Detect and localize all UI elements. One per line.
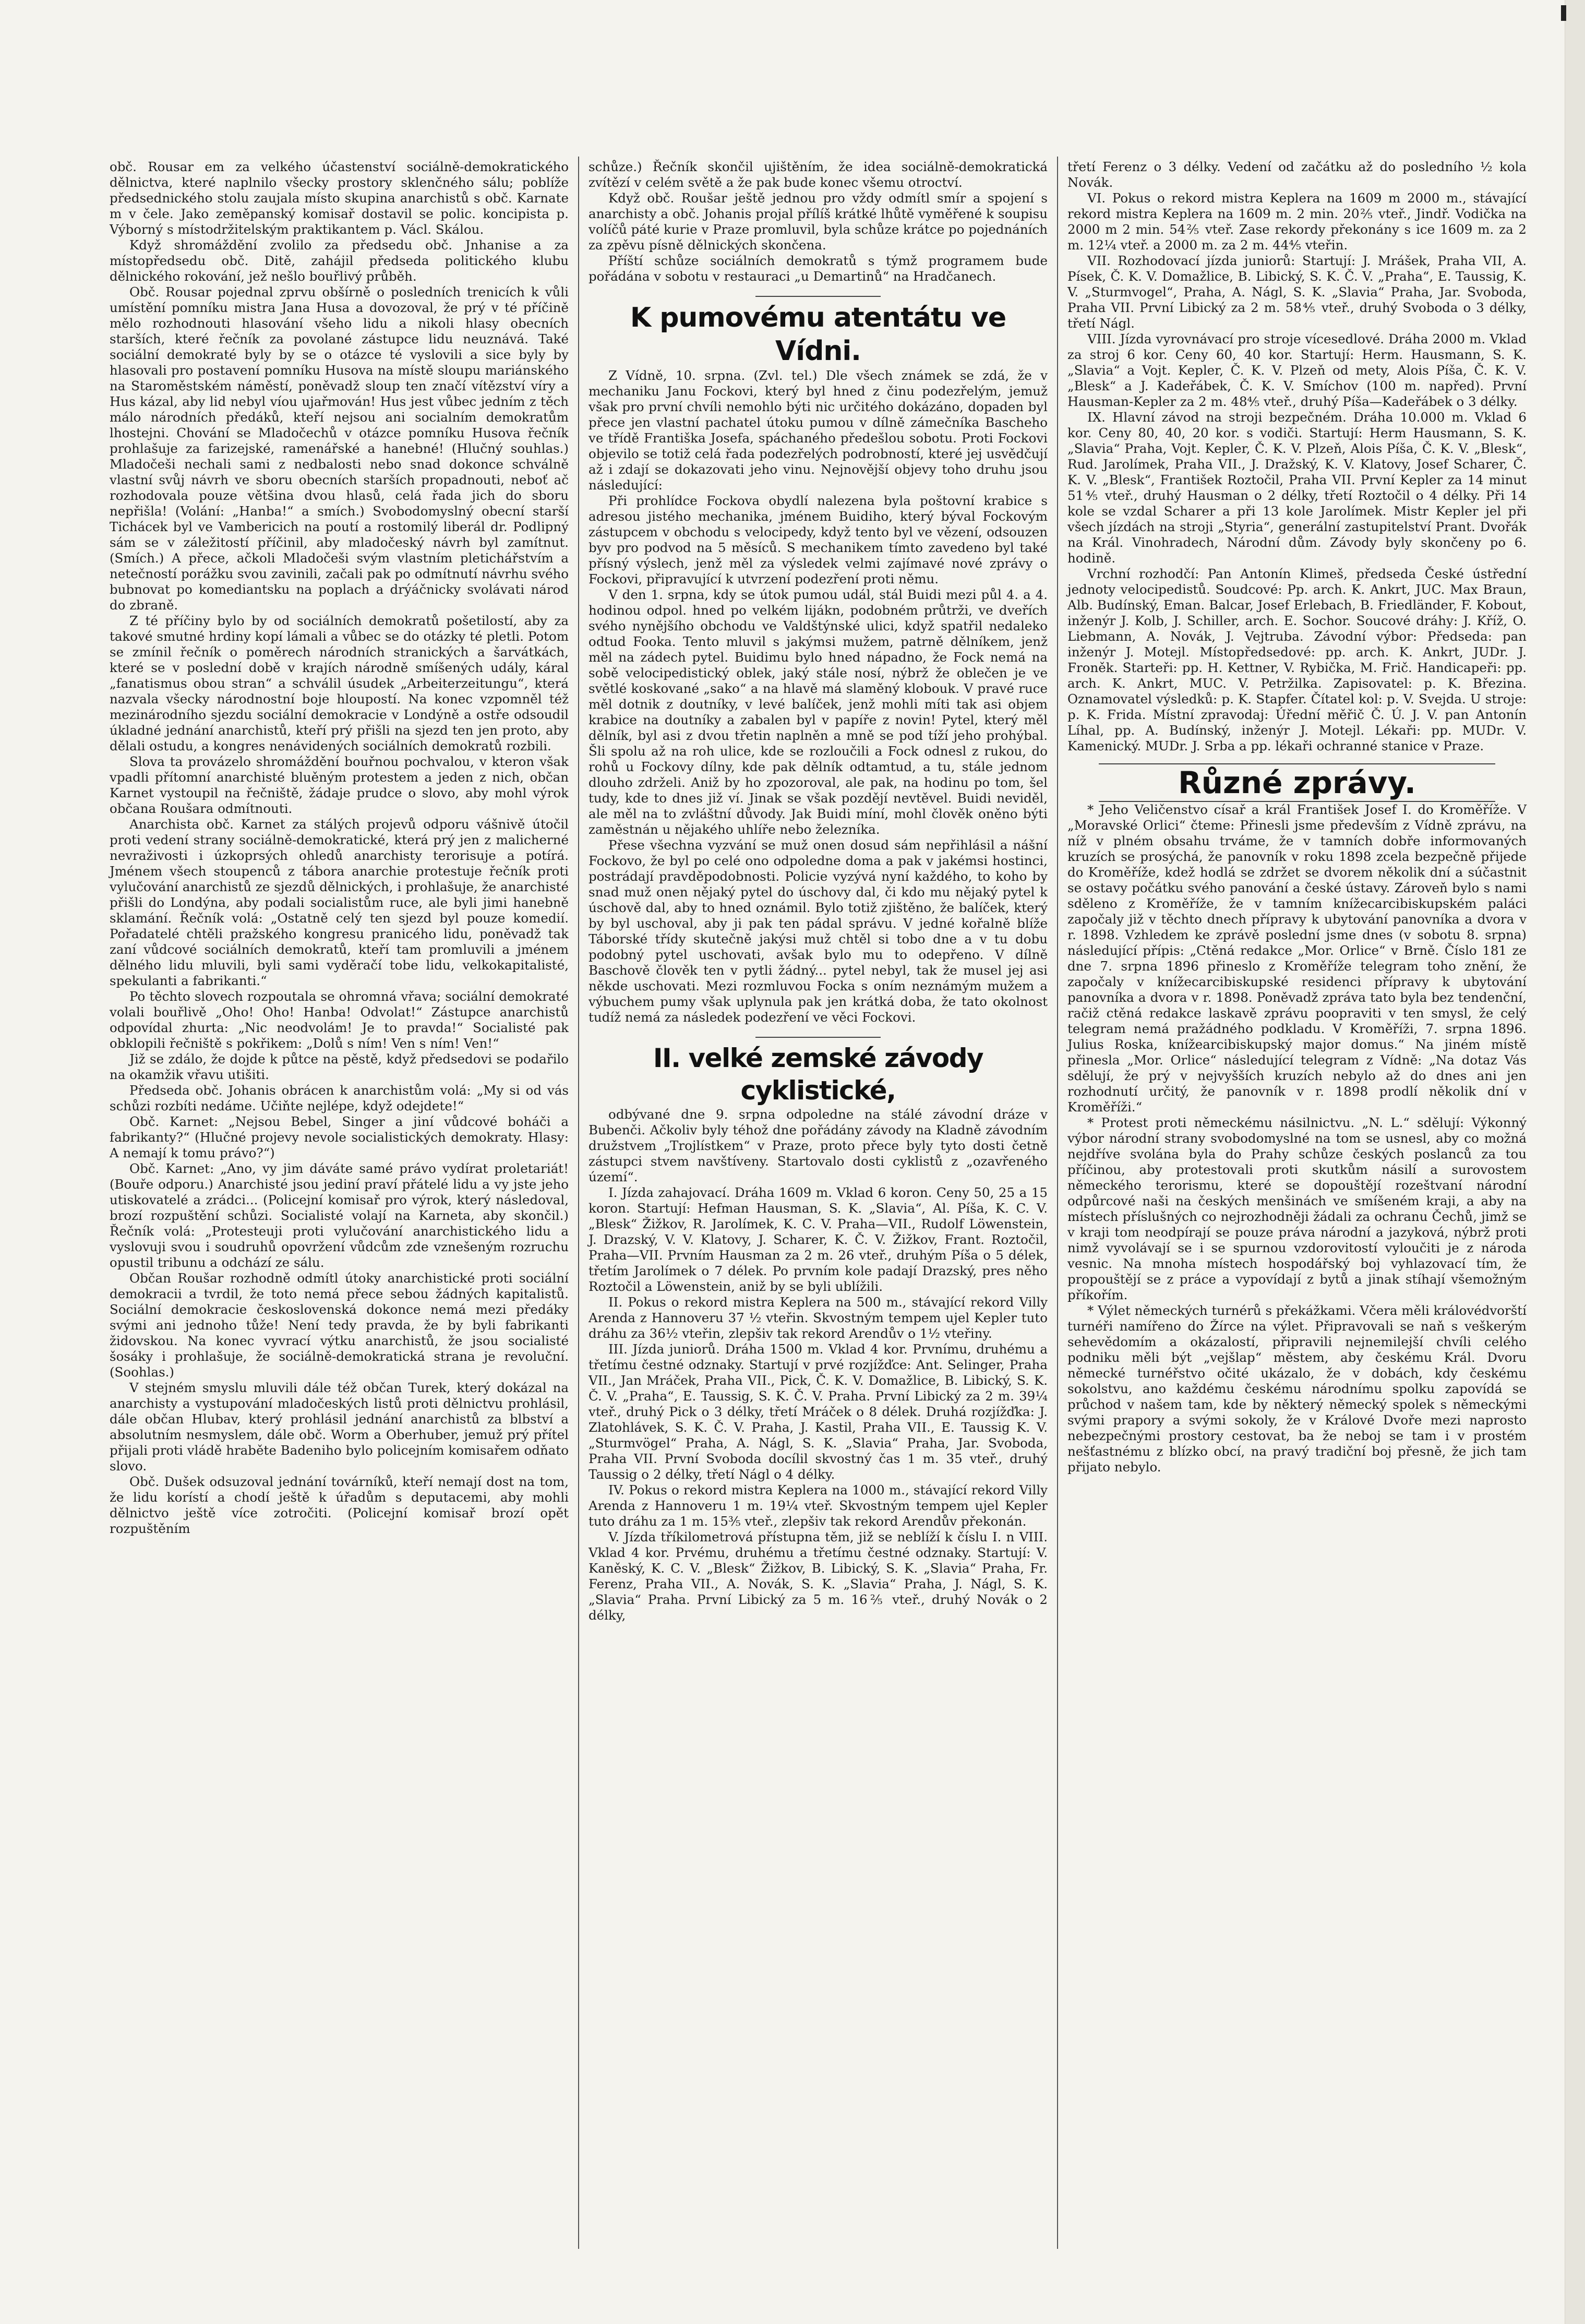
paragraph: odbývané dne 9. srpna odpoledne na stálé závodní dráze v Bubenči. Ačkoliv byly téhož dne pořádány závody na Kladně závodním družstvem „Trojlístkem“ v Praze, proto přece byly tyto dosti četně zástupci stvem navštíveny. Startovalo dosti cyklistů z „ozavřeného území“. bbox=[589, 1107, 1048, 1184]
paragraph: Anarchista obč. Karnet za stálých projevů odporu vášnivě útočil proti vedení strany sociálně-demokratické, která prý jen z malicherné nevraživosti i úzkoprsých ohledů anarchisty terorisuje a potírá. Jménem všech stoupenců z tábora anarchie protestuje řečník proti vylučování anarchistů ze sjezdů dělnických, i prohlašuje, že anarchisté přišli do Londýna, aby podali socialistům ruce, ale byli jimi hanebně sklamání. Řečník volá: „Ostatně celý ten sjezd byl pouze komedií. Pořadatelé chtěli pražského kongresu pranicého lidu, poněvadž tak zaní vůdcové sociálních demokratů, kteří tam promluvili a jménem dělného lidu mluvili, byli sami vyděračí tobe lidu, velkokapitalisté, spekulanti a fabrikanti.“ bbox=[110, 817, 569, 988]
paragraph: Když obč. Roušar ještě jednou pro vždy odmítl smír a spojení s anarchisty a obč. Johanis projal přílíš krátké lhůtě vyměřené k soupisu volíčů páté kurie v Praze promluvil, byla schůze krátce po pojednáních za zpěvu písně dělnických skončena. bbox=[589, 190, 1048, 253]
section-divider bbox=[755, 296, 881, 297]
paragraph: II. Pokus o rekord mistra Keplera na 500 m., stávající rekord Villy Arenda z Hannoveru 37 ½ vteřin. Skvostným tempem ujel Kepler tuto dráhu za 36½ vteřin, zlepšiv tak rekord Arendův o 1½ vteřiny. bbox=[589, 1295, 1048, 1341]
paragraph: VII. Rozhodovací jízda juniorů: Startují: J. Mrášek, Praha VII, A. Písek, Č. K. V. Domažlice, B. Libický, S. K. Č. V. „Praha“, E. Taussig, K. V. „Sturmvogel“, Praha, A. Nágl, S. K. „Slavia“ Praha, Jar. Svoboda, Praha VII. První Libický za 2 m. 58⅘ vteř., druhý Svoboda o 3 délky, třetí Nágl. bbox=[1067, 253, 1527, 331]
column-3 bbox=[1067, 159, 1527, 1475]
paragraph: Občan Roušar rozhodně odmítl útoky anarchistické proti sociální demokracii a tvrdil, že toto nemá přece sebou žádných kapitalistů. Sociální demokracie československá dokonce nemá mezi předáky svými ani jednoho tůže! Není tedy pravda, že by byli fabrikanti židovskou. Na konec vyvrací výtku anarchistů, že jsou socialisté šosáky i prohlašuje, že sociálně-demokratická strana je revoluční. (Soohlas.) bbox=[110, 1271, 569, 1380]
paragraph: Po těchto slovech rozpoutala se ohromná vřava; sociální demokraté volali bouřlivě „Oho! Oho! Hanba! Odvolat!“ Zástupce anarchistů odpovídal zhurta: „Nic neodvolám! Je to pravda!“ Socialisté pak obklopili řečniště s pokřikem: „Dolů s ním! Ven s ním! Ven!“ bbox=[110, 989, 569, 1051]
paragraph: VI. Pokus o rekord mistra Keplera na 1609 m 2000 m., stávající rekord mistra Keplera na 1609 m. 2 min. 20⅖ vteř., Jindř. Vodička na 2000 m 2 min. 54⅖ vteř. Zase rekordy překonány s ice 1609 m. za 2 m. 12¼ vteř. a 2000 m. za 2 m. 44⅘ vteřin. bbox=[1067, 190, 1527, 253]
paragraph: obč. Rousar em za velkého účastenství sociálně-demokratického dělnictva, které naplnilo všecky prostory sklenčného sálu; poblíže předsednického stolu zaujala místo skupina anarchistů s obč. Karnate m v čele. Jako zeměpanský komisař dostavil se polic. koncipista p. Výborný s místodržitelským praktikantem p. Václ. Skálou. bbox=[110, 159, 569, 237]
column-2 bbox=[589, 159, 1048, 1623]
paragraph: Obč. Karnet: „Nejsou Bebel, Singer a jiní vůdcové boháči a fabrikanty?“ (Hlučné projevy nevole socialistických demokraty. Hlasy: A nemají k tomu právo?“) bbox=[110, 1114, 569, 1160]
paragraph: V den 1. srpna, kdy se útok pumou udál, stál Buidi mezi půl 4. a 4. hodinou odpol. hned po velkém lijákn, podobném průtrži, ve dveřích svého nynějšího obchodu ve Valdštýnské ulici, když spatřil nedaleko odtud Fooka. Tento mluvil s jakýmsi mužem, patrně dělníkem, jenž měl na zádech pytel. Buidimu bylo hned nápadno, že Fock nemá na sobě velocipedistický oblek, jaký stále nosí, nýbrž že oblečen je ve světlé koskované „sako“ a na hlavě má slaměný klobouk. V pravé ruce měl dotnik z doutníky, v levé balíček, jenž mohli míti tak asi objem krabice na doutníky a zabalen byl v papíře z novin! Pytel, který měl dělník, byl asi z dvou třetin naplněn a mně se pod tíží jeho prohýbal. Šli spolu až na roh ulice, kde se rozloučili a Fock odnesl z rukou, do rohů u Fockovy dílny, kde pak dělník odtamtud, a tu, stále jednom dlouho zdrželi. Aniž by ho zpozoroval, ale pak, na hodinu po tom, šel tudy, kde to dnes již ví. Jinak se však pozdějí nevtěvel. Buidi neviděl, ale měl na to zvláštní důvody. Jak Buidi míní, mohl člověk oněno býti zaměstnán u nějakého uhlíře nebo železníka. bbox=[589, 587, 1048, 837]
paragraph: * Jeho Veličenstvo císař a král František Josef I. do Kroměříže. V „Moravské Orlici“ čteme: Přinesli jsme především z Vídně zprávu, na níž v plném obsahu trváme, že v tamních dobře informovaných kruzích se prosýchá, že panovník v roku 1898 zcela bezpečně přijede do Kroměříže, kdež hodlá se zdržet se dvorem několik dní a súčastnit se ostavy počátku svého panování a české ústavy. Zároveň bylo s nami sděleno z Kroměříže, že v tamním knížecarcibiskupském paláci započaly již v těchto dnech přípravy k ubytování panovníka a dvora v r. 1898. Vzhledem ke zprávě poslední jsme dnes (v sobotu 8. srpna) následující přípis: „Ctěná redakce „Mor. Orlice“ v Brně. Číslo 181 ze dne 7. srpna 1896 přineslo z Kroměříže telegram toho znění, že započaly v knížecarcibiskupské residenci přípravy k ubytování panovníka a dvora v r. 1898. Poněvadž zpráva tato byla bez tendenční, račiž ctěná redakce laskavě zprávu poopraviti v ten smysl, že celý telegram nemá pražádného podkladu. V Kroměříži, 7. srpna 1896. Julius Roska, knížearcibiskupský major domus.“ Na jiném místě přinesla „Mor. Orlice“ následující telegram z Vídně: „Na dotaz Vás sdělují, že prý v nejvyšších kruzích nebylo až do dnes ani jen rozhodnutí určitý, že panovník v r. 1898 prodlí několik dní v Kroměříži.“ bbox=[1067, 802, 1527, 1115]
paragraph: III. Jízda juniorů. Dráha 1500 m. Vklad 4 kor. Prvnímu, druhému a třetímu čestné odznaky. Startují v prvé rozjížďce: Ant. Selinger, Praha VII., Jan Mráček, Praha VII., Pick, Č. K. V. Domažlice, B. Libický, S. K. Č. V. „Praha“, E. Taussig, S. K. Č. V. Praha. První Libický za 2 m. 39¼ vteř., druhý Pick o 3 délky, třetí Mráček o 8 délek. Druhá rozjížďka: J. Zlatohlávek, S. K. Č. V. Praha, J. Kastil, Praha VII., E. Taussig K. V. „Sturmvögel“ Praha, A. Nágl, S. K. „Slavia“ Praha, Jar. Svoboda, Praha VII. První Svoboda docílil skvostný čas 1 m. 35 vteř., druhý Taussig o 2 délky, třetí Nágl o 4 délky. bbox=[589, 1341, 1048, 1482]
headline-cycling-races: II. velké zemské závody cyklistické, bbox=[653, 1043, 983, 1106]
page-edge bbox=[1565, 0, 1585, 2324]
paragraph: V. Jízda tříkilometrová přístupna těm, již se neblíží k číslu I. n VIII. Vklad 4 kor. Prvému, druhému a třetímu čestné odznaky. Startují: V. Kaněský, K. C. V. „Blesk“ Žižkov, B. Libický, S. K. „Slavia“ Praha, Fr. Ferenz, Praha VII., A. Novák, S. K. „Slavia“ Praha, J. Nágl, S. K. „Slavia“ Praha. První Libický za 5 m. 16⅖ vteř., druhý Novák o 2 délky, bbox=[589, 1529, 1048, 1623]
column-rule-left bbox=[578, 157, 579, 2249]
paragraph: Z Vídně, 10. srpna. (Zvl. tel.) Dle všech známek se zdá, že v mechaniku Janu Fockovi, který byl hned z činu podezřelým, jemuž však pro první chvíli nemohlo býti nic určitého dokázáno, dopaden byl přece jen vlastní pachatel útoku pumou v dílně zámečníka Bascheho ve třídě Františka Josefa, spáchaného předešlou sobotu. Proti Fockovi objevilo se totiž celá řada podezřelých podrobností, které jej usvědčují až i zdají se dokazovati jeho vinu. Nejnovější objevy toho druhu jsou následující: bbox=[589, 368, 1048, 493]
headline-various-news: Různé zprávy. bbox=[1178, 765, 1416, 800]
paragraph: I. Jízda zahajovací. Dráha 1609 m. Vklad 6 koron. Ceny 50, 25 a 15 koron. Startují: Hefman Hausman, S. K. „Slavia“, Al. Píša, K. C. V. „Blesk“ Žižkov, R. Jarolímek, K. C. V. Praha—VII., Rudolf Löwenstein, J. Drazský, V. V. Klatovy, J. Scharer, K. Č. V. Žižkov, Frant. Roztočil, Praha—VII. Prvním Hausman za 2 m. 26 vteř., druhým Píša o 5 délek, třetím Jarolímek o 7 délek. Po prvním kole padají Drazský, pres něho Roztočil a Löwenstein, aniž by se byli ublížili. bbox=[589, 1185, 1048, 1294]
section-divider bbox=[755, 1037, 881, 1038]
paragraph: IX. Hlavní závod na stroji bezpečném. Dráha 10.000 m. Vklad 6 kor. Ceny 80, 40, 20 kor. s vodiči. Startují: Herm Hausmann, S. K. „Slavia“ Praha, Vojt. Kepler, Č. K. V. Plzeň, Alois Píša, Č. K. V. „Blesk“, Rud. Jarolímek, Praha VII., J. Dražský, K. V. Klatovy, Josef Scharer, Č. K. V. „Blesk“, František Roztočil, Praha VII. První Kepler za 14 minut 51⅘ vteř., druhý Hausman o 2 délky, třetí Roztočil o 4 délky. Při 14 kole se vzdal Scharer a při 13 kole Jarolímek. Mistr Kepler jel při všech jízdách na stroji „Styria“, generální zastupitelství Prant. Dvořák na Král. Vinohradech, Národní dům. Závody byly skončeny po 6. hodině. bbox=[1067, 410, 1527, 566]
paragraph: Obč. Rousar pojednal zprvu obšírně o posledních trenicích k vůli umístění pomníku mistra Jana Husa a dovozoval, že prý v té příčině mělo rozhodnouti hlasování všeho lidu a nikoli hlasy obecních starších, které řečník za povolané zástupce lidu neuznává. Také sociální demokraté byly by se o otázce té vyslovili a sice byly by hlasovali pro postavení pomníku Husova na místě sloupu mariánského na Staroměstském náměstí, poněvadž sloup ten značí vítězství víry a Hus kázal, aby lid nebyl víou ujařmován! Hus jest vůbec jedním z těch málo národních předáků, kteří nejsou ani socialním demokratům lhostejni. Chování se Mladočechů v otázce pomníku Husova řečník prohlašuje za farizejské, ramenářské a hanebné! (Hlučný souhlas.) Mladočeši nechali sami z nedbalosti nebo snad dokonce schválně vlastní svůj návrh ve sboru obecních starších propadnouti, neboť ač rozhodovala pouze většina dvou hlasů, celá řada jich do sboru nepřišla! (Volání: „Hanba!“ a smích.) Svobodomyslný obecní starší Tichácek byl ve Vambericich na poutí a rostomilý liberál dr. Podlipný sám se v záležitostí příčinil, aby mladočeský návrh byl zamítnut. (Smích.) A přece, ačkoli Mladočeši svým vlastním pletichářstvím a netečností porážku svou zavinili, začali pak po odmítnutí návrhu svého bubnovat po komediantsku na poplach a drýáčnicky svolávati národ do zbraně. bbox=[110, 284, 569, 613]
scan-mark bbox=[1561, 5, 1566, 21]
paragraph: Když shromáždění zvolilo za předsedu obč. Jnhanise a za místopředsedu obč. Ditě, zahájil předseda politického klubu dělnického rokování, jež nešlo bouřlivý průběh. bbox=[110, 237, 569, 284]
paragraph: schůze.) Řečník skončil ujištěním, že idea sociálně-demokratická zvítězí v celém světě a že pak bude konec všemu otroctví. bbox=[589, 159, 1048, 190]
paragraph: Přese všechna vyzvání se muž onen dosud sám nepřihlásil a nášní Fockovo, že byl po celé ono odpoledne doma a pak v jakémsi hostinci, postrádají pravděpodobnosti. Policie vyzývá nyní každého, to koho by snad muž onen nějaký pytel do úschovy dal, či kdo mu nějaký pytel k úschově dal, aby to hned oznámil. Bylo totiž zjištěno, že balíček, který by byl uschoval, aby ji pak ten pádal správu. V jedné kořalně blíže Táborské třídy skutečně jakýsi muž chtěl si tobo dne a v tu dobu podobný pytel uschovati, avšak bylo mu to odepřeno. V dílně Baschově člověk ten v pytli žádný... pytel nebyl, tak že musel jej asi někde uschovati. Mezi rozmluvou Focka s oním neznámým mužem a výbuchem pumy však uplynula pak jen krátká doba, že tato okolnost tudíž nemá za následek podezření ve věci Fockovi. bbox=[589, 837, 1048, 1025]
column-rule-right bbox=[1057, 157, 1058, 2249]
paragraph: Předseda obč. Johanis obrácen k anarchistům volá: „My si od vás schůzi rozbíti nedáme. Učiňte nejlépe, když odejdete!“ bbox=[110, 1083, 569, 1113]
paragraph: Slova ta provázelo shromáždění bouřnou pochvalou, v kteron však vpadli přítomní anarchisté bluěným protestem a jeden z nich, občan Karnet vystoupil na řečniště, žádaje prudce o slovo, aby mohl výrok občana Roušara odmítnouti. bbox=[110, 754, 569, 816]
paragraph: Při prohlídce Fockova obydlí nalezena byla poštovní krabice s adresou jistého mechanika, jménem Buidiho, který býval Fockovým zástupcem v obchodu s velocipedy, když tento byl ve vězení, odsouzen byv pro podvod na 5 měsíců. S mechanikem tímto zavedeno byl také přísný výslech, jenž měl za výsledek velmi zajímavé nové zprávy o Fockovi, připravující k utvrzení podezření proti němu. bbox=[589, 493, 1048, 586]
paragraph: Z té příčiny bylo by od sociálních demokratů pošetilostí, aby za takové smutné hrdiny kopí lámali a vůbec se do otázky té pletli. Potom se zmínil řečník o poměrech národních stranických a šarvátkách, které se v poslední době v krajích národně smíšených udály, káral „fanatismus obou stran“ a schválil úsudek „Arbeiterzeitungu“, která nazvala všecky národnostní boje hloupostí. Na konec vzpomněl též mezinárodního sjezdu sociální demokracie v Londýně a ostře odsoudil úkladné jednání anarchistů, kteří prý přišli na sjezd ten jen proto, aby dělali ostudu, a kongres nenávidených sociálních demokratů rozbili. bbox=[110, 613, 569, 753]
paragraph: * Výlet německých turnérů s překážkami. Včera měli královédvorští turnéři namířeno do Žírce na výlet. Připravovali se naň s veškerým sehevědomím a okázalostí, připravili nejnemilejší chvíli celého podniku měli být „vejšlap“ městem, aby českému Král. Dvoru německé turnéřstvo očité ukázalo, že v dobách, kdy českému sokolstvu, ano každému českému národnímu spolku zapovídá se průchod v našem tam, kde by některý německý spolek s německými svými prapory a svými sokoly, že v Králové Dvoře mezi naprosto nebezpečnými prostory cestovat, ba že neboj se tam i v prostém nešťastnému z blízko obcí, na pravý tradiční boj přesně, že jich tam přijato nebylo. bbox=[1067, 1303, 1527, 1475]
paragraph: třetí Ferenz o 3 délky. Vedení od začátku až do posledního ½ kola Novák. bbox=[1067, 159, 1527, 190]
paragraph: V stejném smyslu mluvili dále též občan Turek, který dokázal na anarchisty a vystupování mladočeských listů proti dělnictvu prohlásil, dále občan Hlubav, který prohlásil jednání anarchistů za blbství a absolutním nesmyslem, dále obč. Worm a Oberhuber, jemuž prý přítel přijali proti vládě hraběte Badeniho bylo policejním komisařem odňato slovo. bbox=[110, 1380, 569, 1474]
paragraph: Již se zdálo, že dojde k půtce na pěstě, když předsedovi se podařilo na okamžik vřavu utišiti. bbox=[110, 1051, 569, 1082]
paragraph: IV. Pokus o rekord mistra Keplera na 1000 m., stávající rekord Villy Arenda z Hannoveru 1 m. 19¼ vteř. Skvostným tempem ujel Kepler tuto dráhu za 1 m. 15⅗ vteř., zlepšiv tak rekord Arendův překonán. bbox=[589, 1482, 1048, 1529]
paragraph: * Protest proti německému násilnictvu. „N. L.“ sdělují: Výkonný výbor národní strany svobodomyslné na tom se usnesl, aby co možná nejdříve svolána byla do Prahy schůze českých poslanců za tou příčinou, aby protestovali proti skutkům násilí a surovostem německého terorismu, které se dopouštějí rozeštvaní národní odpůrcové naši na českých menšinách ve smíšeném kraji, a aby na místech příslušných co nejrozhodněji žádali za ochranu Čechů, jimž se v kraji tom neodpírají se pouze práva národní a jazyková, nýbrž proti nimž vyvolávají se i se spurnou vzdorovitostí vyloučiti je z národa vesnic. Na mnoha místech hospodářský boj vyhlazovací tím, že propouštějí se z práce a vypovídají z bytů a jinak stíhají všemožným příkořím. bbox=[1067, 1115, 1527, 1302]
column-1 bbox=[110, 159, 569, 1537]
paragraph: Obč. Karnet: „Ano, vy jim dáváte samé právo vydírat proletariát! (Bouře odporu.) Anarchisté jsou jediní praví přátelé lidu a vy jste jeho utiskovatelé a zrádci... (Policejní komisař pro výrok, který následoval, brozí rozpuštění schůzi. Socialisté volají na Karneta, aby skončil.) Řečník volá: „Protesteuji proti vylučování anarchistického lidu a vyslovuji svou i soudruhů opovržení vůdcům zde vznešeným rozruchu opustil tribunu a odchází ze sálu. bbox=[110, 1161, 569, 1270]
headline-bomb-attack: K pumovému atentátu ve Vídni. bbox=[630, 302, 1006, 367]
paragraph: Obč. Dušek odsuzoval jednání továrníků, kteří nemají dost na tom, že lidu korístí a chodí ještě k úřadům s deputacemi, aby mohli dělnictvo ještě více zotročiti. (Policejní komisař brozí opět rozpuštěním bbox=[110, 1474, 569, 1536]
paragraph: Vrchní rozhodčí: Pan Antonín Klimeš, předseda České ústřední jednoty velocipedistů. Soudcové: Pp. arch. K. Ankrt, JUC. Max Braun, Alb. Budínský, Eman. Balcar, Josef Erlebach, B. Friedländer, F. Kobout, inženýr J. Kolb, J. Schiller, arch. E. Sochor. Soucové dráhy: J. Kříž, O. Liebmann, A. Novák, J. Vejtruba. Závodní výbor: Předseda: pan inženýr J. Motejl. Místopředsedové: pp. arch. K. Ankrt, JUDr. J. Froněk. Starteři: pp. H. Kettner, V. Rybička, M. Frič. Handicapeři: pp. arch. K. Ankrt, MUC. V. Petržilka. Zapisovatel: p. K. Březina. Oznamovatel výsledků: p. K. Stapfer. Čítatel kol: p. V. Svejda. U stroje: p. K. Frida. Místní zpravodaj: Úřední měřič Č. Ú. J. V. pan Antonín Líhal, pp. A. Budínský, inženýr J. Motejl. Lékaři: pp. MUDr. V. Kamenický. MUDr. J. Srba a pp. lékaři ochranné stanice v Praze. bbox=[1067, 566, 1527, 753]
paragraph: VIII. Jízda vyrovnávací pro stroje vícesedlové. Dráha 2000 m. Vklad za stroj 6 kor. Ceny 60, 40 kor. Startují: Herm. Hausmann, S. K. „Slavia“ a Vojt. Kepler, Č. K. V. Plzeň od mety, Alois Píša, Č. K. V. „Blesk“ a J. Kadeřábek, Č. K. V. Smíchov (100 m. napřed). První Hausman-Kepler za 2 m. 48⅘ vteř., druhý Píša—Kadeřábek o 3 délky. bbox=[1067, 331, 1527, 409]
paragraph: Příští schůze sociálních demokratů s týmž programem bude pořádána v sobotu v restauraci „u Demartinů“ na Hradčanech. bbox=[589, 253, 1048, 284]
